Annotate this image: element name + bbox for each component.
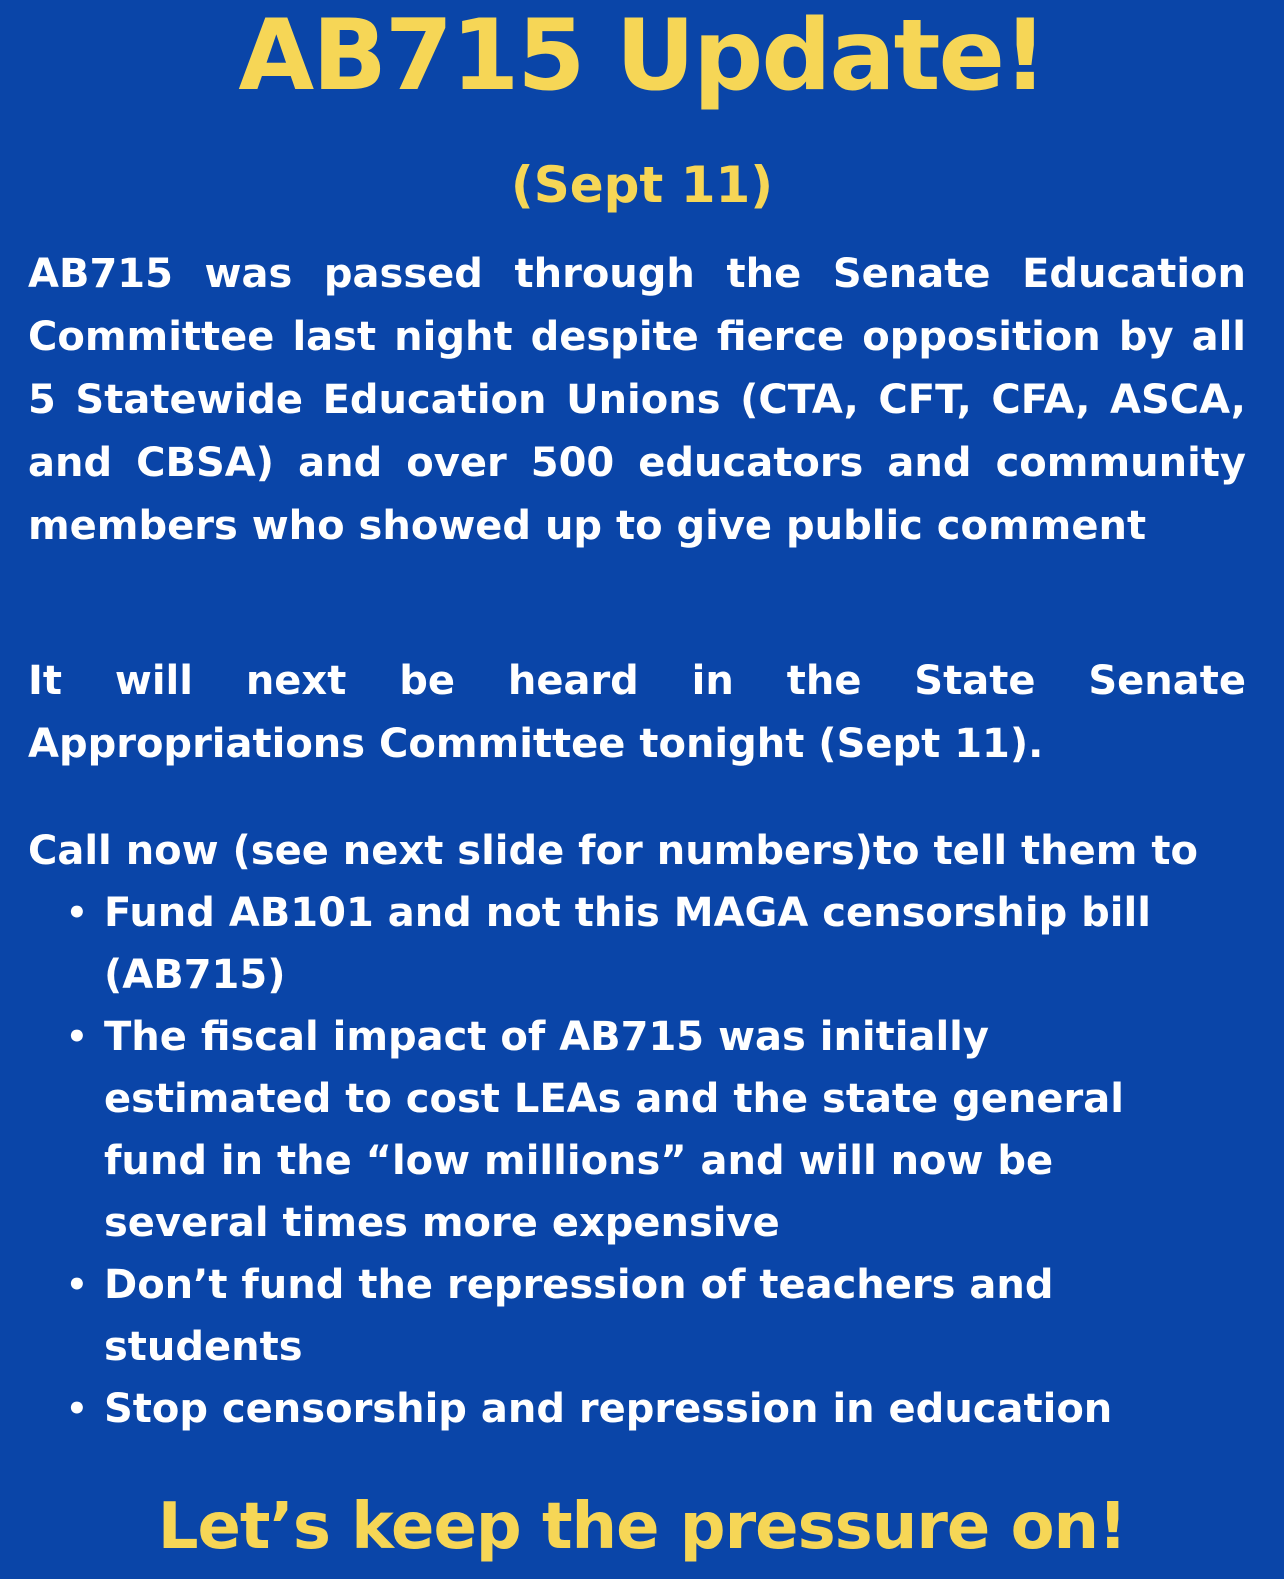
list-item xyxy=(66,1006,1164,1254)
paragraph-committee-vote: AB715 was passed through the Senate Education Committee last night despite fierce opposition by all 5 Statewide Education Unions (CTA, CFT, CFA, ASCA, and CBSA) and over 500 educators and community members who showed up to give public comment xyxy=(28,251,1246,549)
bullet-icon: • xyxy=(66,893,88,933)
list-item-text: The fiscal impact of AB715 was initially estimated to cost LEAs and the state general fund in the “low millions” and will now be several times more expensive xyxy=(104,1014,1124,1246)
bullet-icon: • xyxy=(66,1265,88,1305)
page-title: AB715 Update! xyxy=(238,0,1046,113)
call-to-action: Call now (see next slide for numbers)to tell them to xyxy=(28,828,1198,874)
list-item xyxy=(66,1378,1204,1440)
list-item-text: Stop censorship and repression in education xyxy=(104,1386,1113,1432)
list-item xyxy=(66,1254,1104,1378)
list-item xyxy=(66,882,1184,1006)
demands-list xyxy=(66,882,1224,1440)
bullet-icon: • xyxy=(66,1017,88,1057)
paragraph-next-hearing: It will next be heard in the State Senate Appropriations Committee tonight (Sept 11). xyxy=(28,658,1246,767)
list-item-text: Fund AB101 and not this MAGA censorship bill (AB715) xyxy=(104,890,1151,998)
update-date: (Sept 11) xyxy=(510,156,774,214)
footer-slogan: Let’s keep the pressure on! xyxy=(157,1490,1127,1564)
bullet-icon: • xyxy=(66,1389,88,1429)
list-item-text: Don’t fund the repression of teachers and students xyxy=(104,1262,1054,1370)
